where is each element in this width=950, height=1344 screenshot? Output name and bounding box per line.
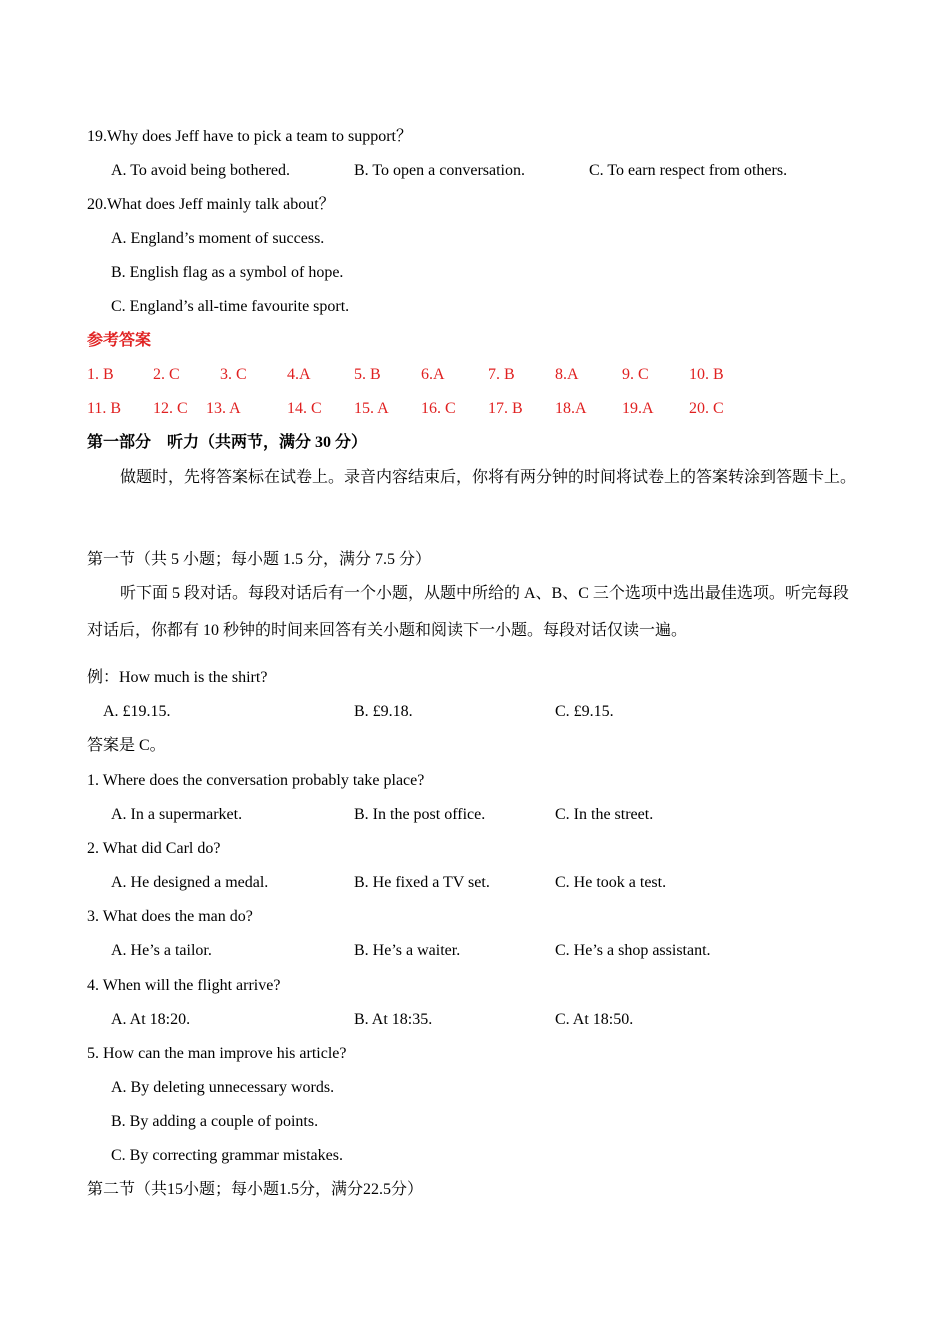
- q2-option-c: C. He took a test.: [555, 874, 667, 891]
- section2-title: 第二节（共15小题；每小题1.5分，满分22.5分）: [87, 1181, 424, 1198]
- q3-option-b: B. He’s a waiter.: [354, 942, 461, 959]
- answer-item: 19.A: [622, 400, 654, 417]
- q5-option-a: A. By deleting unnecessary words.: [111, 1079, 335, 1096]
- answer-item: 15. A: [354, 400, 389, 417]
- q1-option-b: B. In the post office.: [354, 806, 486, 823]
- answer-item: 9. C: [622, 366, 649, 383]
- q3-option-c: C. He’s a shop assistant.: [555, 942, 711, 959]
- q1-option-c: C. In the street.: [555, 806, 654, 823]
- answer-item: 17. B: [488, 400, 523, 417]
- answer-item: 8.A: [555, 366, 579, 383]
- example-option-a: A. £19.15.: [103, 703, 171, 720]
- q4-option-c: C. At 18:50.: [555, 1011, 634, 1028]
- answer-item: 7. B: [488, 366, 515, 383]
- question-20: 20.What does Jeff mainly talk about？: [87, 196, 335, 213]
- answer-item: 5. B: [354, 366, 381, 383]
- q20-option-b: B. English flag as a symbol of hope.: [111, 264, 344, 281]
- answer-item: 13. A: [206, 400, 241, 417]
- q2-option-b: B. He fixed a TV set.: [354, 874, 490, 891]
- answer-item: 20. C: [689, 400, 724, 417]
- answer-item: 6.A: [421, 366, 445, 383]
- q5-option-b: B. By adding a couple of points.: [111, 1113, 319, 1130]
- q1-option-a: A. In a supermarket.: [111, 806, 243, 823]
- question-4: 4. When will the flight arrive?: [87, 977, 281, 994]
- answer-item: 3. C: [220, 366, 247, 383]
- example-question: 例：How much is the shirt?: [87, 669, 268, 686]
- answer-item: 14. C: [287, 400, 322, 417]
- answer-item: 2. C: [153, 366, 180, 383]
- q4-option-b: B. At 18:35.: [354, 1011, 433, 1028]
- q2-option-a: A. He designed a medal.: [111, 874, 269, 891]
- q19-option-c: C. To earn respect from others.: [589, 162, 788, 179]
- answer-item: 10. B: [689, 366, 724, 383]
- answer-item: 1. B: [87, 366, 114, 383]
- answer-item: 12. C: [153, 400, 188, 417]
- question-2: 2. What did Carl do?: [87, 840, 221, 857]
- example-option-b: B. £9.18.: [354, 703, 413, 720]
- q19-option-a: A. To avoid being bothered.: [111, 162, 290, 179]
- answer-key-heading: 参考答案: [87, 332, 152, 349]
- q5-option-c: C. By correcting grammar mistakes.: [111, 1147, 343, 1164]
- q20-option-a: A. England’s moment of success.: [111, 230, 325, 247]
- q4-option-a: A. At 18:20.: [111, 1011, 191, 1028]
- q3-option-a: A. He’s a tailor.: [111, 942, 212, 959]
- answer-item: 11. B: [87, 400, 122, 417]
- question-5: 5. How can the man improve his article?: [87, 1045, 347, 1062]
- answer-item: 18.A: [555, 400, 587, 417]
- question-3: 3. What does the man do?: [87, 908, 253, 925]
- part1-title: 第一部分 听力（共两节，满分 30 分）: [87, 434, 368, 451]
- section1-instruction: 听下面 5 段对话。每段对话后有一个小题，从题中所给的 A、B、C 三个选项中选出最佳选项。听完每段对话后，你都有 10 秒钟的时间来回答有关小题和阅读下一小题。每段对话仅读一遍。: [87, 585, 849, 639]
- q19-option-b: B. To open a conversation.: [354, 162, 525, 179]
- part1-instruction: 做题时，先将答案标在试卷上。录音内容结束后，你将有两分钟的时间将试卷上的答案转涂到答题卡上。: [120, 469, 857, 486]
- example-answer: 答案是 C。: [87, 737, 166, 754]
- question-1: 1. Where does the conversation probably take place?: [87, 772, 425, 789]
- section1-title: 第一节（共 5 小题；每小题 1.5 分，满分 7.5 分）: [87, 551, 432, 568]
- q20-option-c: C. England’s all-time favourite sport.: [111, 298, 350, 315]
- example-option-c: C. £9.15.: [555, 703, 614, 720]
- answer-item: 4.A: [287, 366, 311, 383]
- question-19: 19.Why does Jeff have to pick a team to support？: [87, 128, 412, 145]
- answer-item: 16. C: [421, 400, 456, 417]
